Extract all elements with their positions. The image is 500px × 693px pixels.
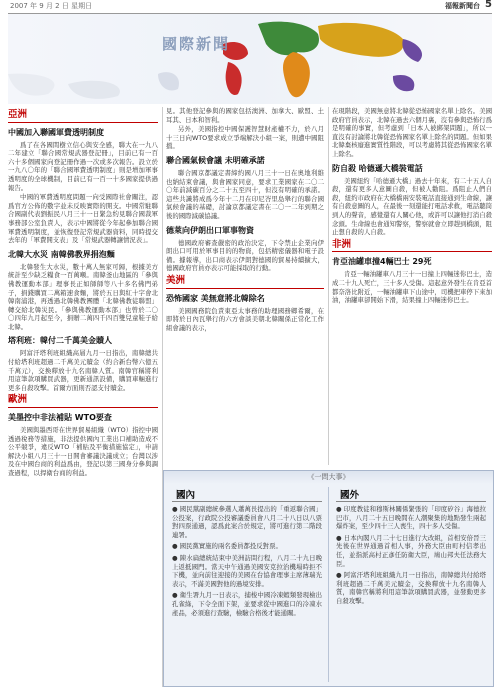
brief-item: ● 阿富汗塔利班組織九月一日指出，南韓總共付給塔利班超過二千萬美元贖金，交換釋放十九名南韓人質，南韓官稱將利用這筆款項購買武器，並發動更多自殺攻擊。: [336, 571, 486, 605]
article-paragraph: 爲了在各國間樹立信心與安全感，聯大在一九八二年建立「聯合國常規武器登記冊」，目前已有一百六十多個國家向登記冊作過一次或多次報告。設立於一九八〇年的「聯合國軍費透明制度」則是增加軍事透明度的全球機制，目前已有一百一十多國家提供過報告。: [8, 140, 158, 192]
article-paragraph: 在現階段，美國無意將北韓從恐怖國家名單上除名。美國政府官員表示，北韓在過去六個月裏，沒有參與恐怖行爲是明確的事實，但考慮到「日本人被綁架問題」，所以一直沒有討論將北韓從恐怖國家名單上除名的問題。但如果北韓棄核廢進實質性階段，可以考慮將其從恐怖國家名單上除名。: [332, 107, 492, 158]
brief-item: ● 陳水扁總統結束中美洲訪問行程，八月二十九日晚上返抵國門。當天中午通過美國安克拉治機場時拒不下機，並向前往迎接的美國在台協會理事主席薄瑞光表示，不滿美國對他的過境安排。: [172, 553, 322, 588]
column-1: [8, 107, 158, 479]
article-paragraph: 德國政府審查嚴密的政治決定，下令禁止企業向伊朗出口可用於軍事目的的物資，包括精密儀器和電子設備。據報導，出口商表示伊朗對德國的貿易持續擴大，德國政府官員亦表示可能採取的行動。: [166, 238, 324, 273]
newspaper-name: 福報新聞台: [445, 2, 480, 10]
headline-terror-state-list: 恐怖國家 美無意將北韓除名: [166, 293, 265, 303]
foreign-heading: 國外: [340, 490, 360, 501]
headline-taliban-ransom: 塔利班：韓付二千萬美金贖人: [8, 336, 112, 346]
section-heading-europe: 歐洲: [8, 396, 158, 408]
brief-item: ● 日本內閣八月二十七日進行大改組，首相安倍晉三先後在世界通過首相人事，外務大臣由町村信孝出任，並指派高村正彥任防衛大臣，鳩山邦夫任法務大臣。: [336, 533, 486, 568]
column-2: [166, 107, 324, 333]
article-paragraph: 另外，美國指控中國保護智慧財產權不力，於八月十三日向WTO要求成立爭端解決小組一案，則遭中國阻擋。: [166, 125, 324, 151]
section-heading-africa: 非洲: [332, 241, 492, 253]
page-title: 國際新聞: [162, 35, 231, 53]
brief-item: ● 印度教徒和穆斯林關係緊張的「印度矽谷」海德拉巴市，八月二十五日晚間在人潮聚集的地點發生兩起爆炸案，至少四十三人喪生，四十多人受傷。: [336, 505, 486, 531]
column-3: [332, 107, 492, 306]
article-paragraph: 中國的軍費透明度問題一向受國際社會關注，認爲官方公佈的數字並未反映實際的開支。中國常駐聯合國副代表劉振民八月三十一日緊急約見聯合國裁軍事務部公室負責人，表示中國將從今年起參加聯合國軍費透明制度，並恢復登記常規武器資料，同時提交去年的「軍費開支表」及「常規武器轉讓情況表」。: [8, 193, 158, 245]
section-heading-americas: 美洲: [166, 277, 324, 289]
foreign-news-list: [336, 505, 486, 609]
section-banner: [8, 14, 492, 104]
article-paragraph: 美國紐約「哈德遜大橋」過去十年來，有二十五人自殺，還有更多人意圖自殺，但被人勸阻。爲阻止人們自殺，紐約市政府在大橋橋兩安裝電話直接通到生命線，讓有自殺意圖的人，在最後一刻還能打電話求救，電話聽筒到人的聲音，感覺還有人關心他，或許可以讓他打消自殺念頭。生命線也會通知警察，警察就會立即趕到橋頭，阻止想自殺的人自殺。: [332, 176, 492, 237]
domestic-heading: 國內: [176, 490, 196, 501]
news-brief-banner: 《一問大事》: [164, 471, 493, 484]
article-paragraph: 肯亞一輛油罐車八月三十一日撞上四輛迷你巴士，造成二十九人死亡，三十多人受傷。這起意外發生在肯亞首都奈洛比附近，一輛油罐車下山途中，司機把車停下來加油，油罐車卻開始下滑，結果撞上四輛迷你巴士。: [332, 270, 492, 305]
article-paragraph: 阿富汗塔利班組織高層九月一日指出，南韓總共付給塔利班超過二千萬美元贖金（約合新台幣六億五千萬元），交換釋放十九名南韓人質。南韓官稱將利用這筆款項購買武器，更新通訊設備，購買車輛進行更多自殺攻擊。首爾方面則否認支付贖金。: [8, 349, 158, 392]
brief-item: ● 國民黨副總統參選人蕭萬長提出的「重返聯合國」公投案，行政院公投審議委員會八月二十八日以八票對四票通過，認爲此案合於規定，將可進行第二階段連署。: [172, 505, 322, 539]
page-header: [0, 0, 500, 12]
foreign-heading-rule: [336, 501, 486, 502]
world-map-graphic: [8, 14, 492, 104]
domestic-news-list: [172, 505, 322, 620]
news-brief-box: [163, 470, 494, 687]
column-divider: [328, 107, 329, 465]
page-number: 5: [485, 0, 492, 10]
brief-item: ● 國民黨實施的兩名委員都投反對票。: [172, 542, 282, 551]
headline-north-korea-flood: 北韓大水災 南韓佛教界捐泡麵: [8, 249, 115, 259]
article-paragraph: 美國國務院負責東亞太事務的助理國務卿希爾，在即將於日內瓦舉行的六方會談美朝北韓關係正常化工作組會議的表示，: [166, 306, 324, 332]
article-paragraph: 北韓發生大水災，數十萬人無家可歸，根據美方統計至少缺乏糧食一百萬噸。南韓釜山地區的「參與佛教運動本部」理事長正如師師等八十多名佛門弟子，捐錢購買二萬箱速食麵，將於五日與紅十字會北韓南浦港，再透過北韓佛教團體「北韓佛教徒聯盟」轉交給北韓災民。「參與佛教運動本部」也曾於二〇〇四年九月起至今，捐贈二萬四千四百雙兒童鞋子給北韓。: [8, 262, 158, 331]
issue-date: 2007 年 9 月 2 日 星期日: [10, 2, 93, 10]
headline-germany-iran-exports: 德萊向伊朗出口軍事物資: [166, 225, 254, 235]
section-heading-asia: 亞洲: [8, 111, 158, 123]
brief-item: ● 衛生署九月一日表示，捕梭中國冷凍蝦類發現檢出孔雀綠，下令全面下架，並要求從中國進口的冷凍水產品，必須進行查驗，檢驗合格後才能通關。: [172, 591, 322, 617]
headline-china-military: 中國加入聯國軍費透明制度: [8, 127, 104, 137]
headline-climate-conference: 聯合國氣候會議 未明確承諾: [166, 155, 265, 165]
article-paragraph: 美國與墨西哥在世界貿易組織（WTO）指控中國透過稅務等措施，非法提供國內工業出口補助造成不公平競爭，違反WTO「補貼及平衡措施協定」，申請解決小組八月三十一日開會審議決議成立；台灣以涉及在中國台商的利益爲由，登記以第三國身分參與調查過程，以捍衛台商的利益。: [8, 426, 158, 477]
domestic-heading-rule: [172, 501, 322, 502]
article-paragraph: 聯合國京都議定書締約國八月三十一日在奧地利維也納結束會議，與會國家同意，要求工業國家在二〇二〇年前減碳百分之二十五至四十，但沒有明確的承諾。這些共識將成爲今年十二月在印尼峇里島舉行的聯合國氣候會議的基礎，討論京都議定書在二〇一二年到期之後的國際減碳協議。: [166, 168, 324, 220]
headline-kenya-tanker-crash: 肯亞油罐車撞4輛巴士 29死: [332, 257, 432, 267]
headline-wto-subsidy: 美墨控中非法補貼 WTO要查: [8, 413, 112, 423]
brief-column-divider: [328, 487, 329, 682]
article-paragraph: 見。其他登記參與的國家包括澳洲、加拿大、歐盟、土耳其、日本和智利。: [166, 107, 324, 124]
headline-hudson-bridge-phones: 防自殺 哈德遜大橋裝電話: [332, 163, 423, 173]
